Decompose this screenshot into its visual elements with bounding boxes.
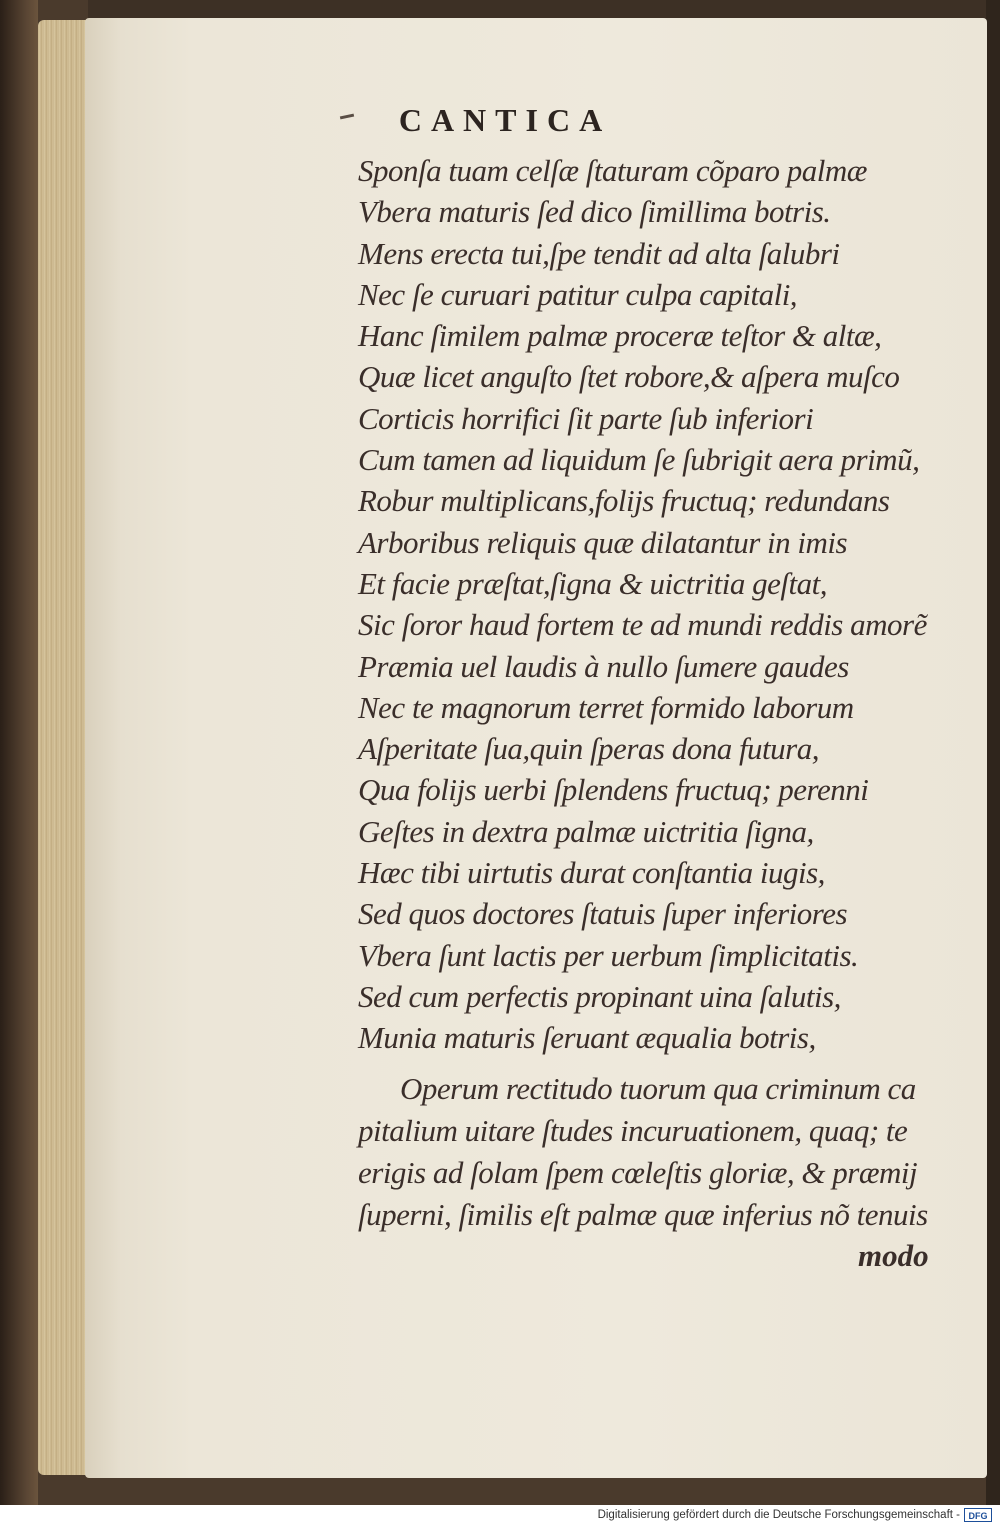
verse-line: Quæ licet anguſto ſtet robore,& aſpera muſco [358,359,900,395]
book-page-edges [38,20,88,1475]
dfg-logo-icon[interactable]: DFG [964,1508,992,1522]
verse-line: Vbera maturis ſed dico ſimillima botris. [358,194,831,230]
verse-line: Præmia uel laudis à nullo ſumere gaudes [358,648,849,684]
verse-line: Sponſa tuam celſæ ſtaturam cõparo palmæ [358,153,867,188]
verse-line: Munia maturis ſeruant æqualia botris, [358,1020,816,1056]
commentary-line: ſuperni, ſimilis eſt palmæ quæ inferius nõ tenuis [358,1197,928,1232]
running-head-text: CANTICA [398,102,612,138]
verse-line: Robur multiplicans,folijs fructuq; redundans [358,483,890,519]
verse-line: Nec te magnorum terret formido laborum [358,689,854,725]
running-head [0,102,1000,139]
footer-credit: Digitalisierung gefördert durch die Deutsche Forschungsgemeinschaft - [597,1509,960,1521]
commentary-line: Operum rectitudo tuorum qua criminum ca [400,1071,916,1106]
scan-left-margin [0,0,38,1505]
verse-line: Hæc tibi uirtutis durat conſtantia iugis, [358,855,825,891]
verse-line: Hanc ſimilem palmæ proceræ teſtor & altæ, [358,318,882,354]
verse-line: Sic ſoror haud fortem te ad mundi reddis amorẽ [358,607,927,643]
verse-line: Sed cum perfectis propinant uina ſalutis, [358,978,841,1014]
commentary-block [358,1068,938,1236]
verse-line: Et facie præſtat,ſigna & uictritia geſtat, [358,565,827,601]
verse-line: Cum tamen ad liquidum ſe ſubrigit aera primũ, [358,442,920,478]
verse-line: Aſperitate ſua,quin ſperas dona futura, [358,731,819,767]
verse-line: Mens erecta tui,ſpe tendit ad alta ſalubri [358,235,840,271]
verse-line: Arboribus reliquis quæ dilatantur in imis [358,524,848,560]
scan-right-margin [986,0,1000,1505]
catchword: modo [858,1238,929,1273]
commentary-line: pitalium uitare ſtudes incuruationem, quaq; te [358,1113,908,1148]
verse-line: Qua folijs uerbi ſplendens fructuq; perenni [358,772,869,808]
verse-line: Geſtes in dextra palmæ uictritia ſigna, [358,813,814,849]
verse-line: Corticis horrifici ſit parte ſub inferiori [358,400,814,436]
verse-line: Sed quos doctores ſtatuis ſuper inferiores [358,896,848,932]
commentary-line: erigis ad ſolam ſpem cœleſtis gloriæ, & præmij [358,1155,918,1190]
verse-block [358,150,958,1059]
verse-line: Vbera ſunt lactis per uerbum ſimplicitatis. [358,937,859,973]
verse-line: Nec ſe curuari patitur culpa capitali, [358,276,798,312]
